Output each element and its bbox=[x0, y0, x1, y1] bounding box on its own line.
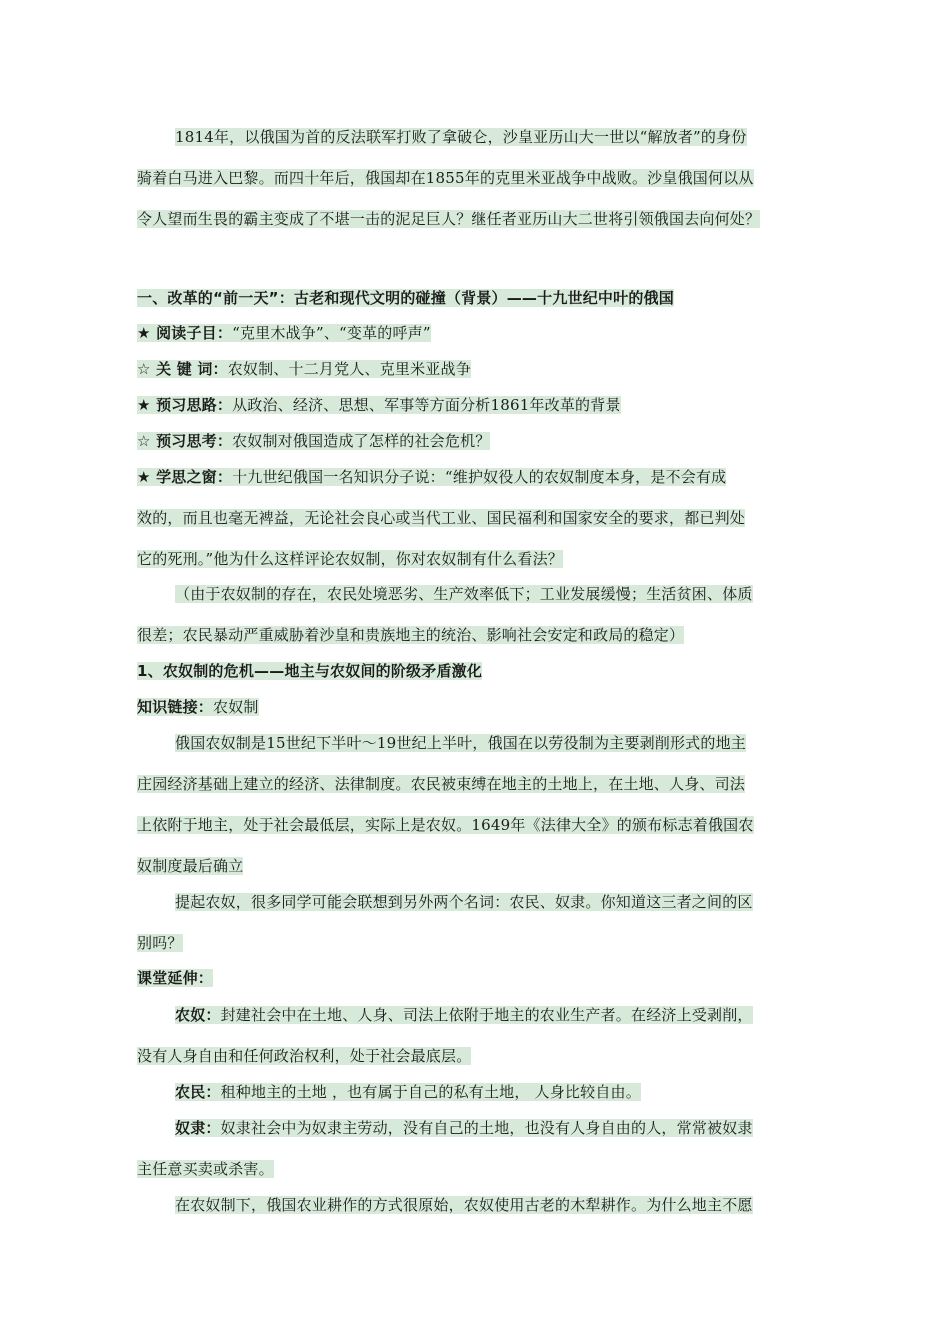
serfdom-line-2: 庄园经济基础上建立的经济、法律制度。农民被束缚在地主的土地上，在土地、人身、司法 bbox=[137, 775, 746, 793]
serf-line-1: 农奴：封建社会中在土地、人身、司法上依附于地主的农业生产者。在经济上受剥削， bbox=[175, 1006, 753, 1024]
serfdom-line-1: 俄国农奴制是15世纪下半叶～19世纪上半叶，俄国在以劳役制为主要剥削形式的地主 bbox=[175, 734, 746, 752]
intro-line-3: 令人望而生畏的霸主变成了不堪一击的泥足巨人？继任者亚历山大二世将引领俄国去向何处？ bbox=[137, 210, 761, 228]
serf-line-2: 没有人身自由和任何政治权利，处于社会最底层。 bbox=[137, 1047, 472, 1065]
keywords-line: ☆ 关 键 词：农奴制、十二月党人、克里米亚战争 bbox=[137, 360, 471, 378]
preview-path-line: ★ 预习思路：从政治、经济、思想、军事等方面分析1861年改革的背景 bbox=[137, 396, 621, 414]
question-line-2: 别吗？ bbox=[137, 934, 183, 952]
peasant-line: 农民：租种地主的土地 ，也有属于自己的私有土地， 人身比较自由。 bbox=[175, 1083, 641, 1101]
preview-think-line: ☆ 预习思考：农奴制对俄国造成了怎样的社会危机？ bbox=[137, 432, 491, 450]
question-line-1: 提起农奴，很多同学可能会联想到另外两个名词：农民、奴隶。你知道这三者之间的区 bbox=[175, 893, 753, 911]
reading-line: ★ 阅读子目：“克里木战争”、“变革的呼声” bbox=[137, 324, 431, 342]
subsection-title: 1、农奴制的危机——地主与农奴间的阶级矛盾激化 bbox=[137, 662, 483, 680]
slave-line-2: 主任意买卖或杀害。 bbox=[137, 1160, 274, 1178]
serfdom-line-4: 奴制度最后确立 bbox=[137, 857, 244, 875]
answer-line-1: （由于农奴制的存在，农民处境恶劣、生产效率低下；工业发展缓慢；生活贫困、体质 bbox=[175, 585, 753, 603]
knowledge-line: 知识链接：农奴制 bbox=[137, 698, 259, 716]
intro-line-1: 1814年，以俄国为首的反法联军打败了拿破仑，沙皇亚历山大一世以“解放者”的身份 bbox=[175, 128, 747, 146]
serfdom-line-3: 上依附于地主，处于社会最低层，实际上是农奴。1649年《法律大全》的颁布标志着俄国农 bbox=[137, 816, 754, 834]
window-line-1: ★ 学思之窗：十九世纪俄国一名知识分子说：“维护奴役人的农奴制度本身，是不会有成 bbox=[137, 468, 727, 486]
farming-line: 在农奴制下，俄国农业耕作的方式很原始，农奴使用古老的木犁耕作。为什么地主不愿 bbox=[175, 1196, 753, 1214]
slave-line-1: 奴隶：奴隶社会中为奴隶主劳动，没有自己的土地，也没有人身自由的人，常常被奴隶 bbox=[175, 1119, 753, 1137]
window-line-2: 效的，而且也毫无裨益，无论社会良心或当代工业、国民福利和国家安全的要求，都已判处 bbox=[137, 509, 746, 527]
intro-line-2: 骑着白马进入巴黎。而四十年后，俄国却在1855年的克里米亚战争中战败。沙皇俄国何以从 bbox=[137, 169, 754, 187]
window-line-3: 它的死刑。”他为什么这样评论农奴制，你对农奴制有什么看法？ bbox=[137, 550, 563, 568]
answer-line-2: 很差；农民暴动严重威胁着沙皇和贵族地主的统治、影响社会安定和政局的稳定） bbox=[137, 626, 685, 644]
section-title: 一、改革的“前一天”：古老和现代文明的碰撞（背景）——十九世纪中叶的俄国 bbox=[137, 289, 674, 307]
extension-label: 课堂延伸： bbox=[137, 969, 214, 987]
